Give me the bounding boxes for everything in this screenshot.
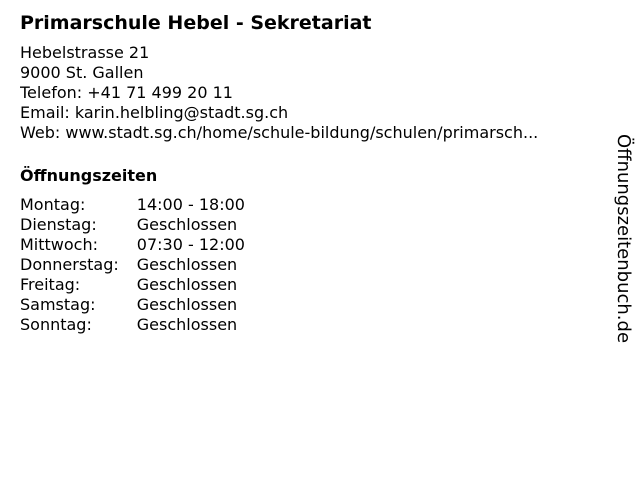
day-hours: Geschlossen xyxy=(136,315,238,334)
day-label: Sonntag: xyxy=(20,315,92,334)
contact-block xyxy=(20,43,600,143)
day-hours: 14:00 - 18:00 xyxy=(136,195,245,214)
hours-row-wednesday xyxy=(20,235,245,255)
hours-row-friday xyxy=(20,275,245,295)
web-line: Web: www.stadt.sg.ch/home/schule-bildung/schulen/primarsch... xyxy=(20,123,539,142)
listing-content xyxy=(20,10,600,335)
day-label: Freitag: xyxy=(20,275,81,294)
day-label: Mittwoch: xyxy=(20,235,98,254)
page-title: Primarschule Hebel - Sekretariat xyxy=(20,12,372,34)
day-label: Montag: xyxy=(20,195,86,214)
day-label: Dienstag: xyxy=(20,215,97,234)
city-address: 9000 St. Gallen xyxy=(20,63,144,82)
hours-row-tuesday xyxy=(20,215,245,235)
hours-row-sunday xyxy=(20,315,245,335)
day-label: Donnerstag: xyxy=(20,255,119,274)
hours-row-thursday xyxy=(20,255,245,275)
day-hours: Geschlossen xyxy=(136,255,238,274)
opening-hours-heading: Öffnungszeiten xyxy=(20,166,158,185)
email-line: Email: karin.helbling@stadt.sg.ch xyxy=(20,103,289,122)
phone-line: Telefon: +41 71 499 20 11 xyxy=(20,83,233,102)
opening-hours-table xyxy=(20,195,245,335)
day-hours: Geschlossen xyxy=(136,275,238,294)
hours-row-saturday xyxy=(20,295,245,315)
day-hours: Geschlossen xyxy=(136,215,238,234)
day-label: Samstag: xyxy=(20,295,96,314)
hours-row-monday xyxy=(20,195,245,215)
day-hours: 07:30 - 12:00 xyxy=(136,235,245,254)
day-hours: Geschlossen xyxy=(136,295,238,314)
brand-watermark: Öffnungszeitenbuch.de xyxy=(613,134,634,344)
street-address: Hebelstrasse 21 xyxy=(20,43,150,62)
